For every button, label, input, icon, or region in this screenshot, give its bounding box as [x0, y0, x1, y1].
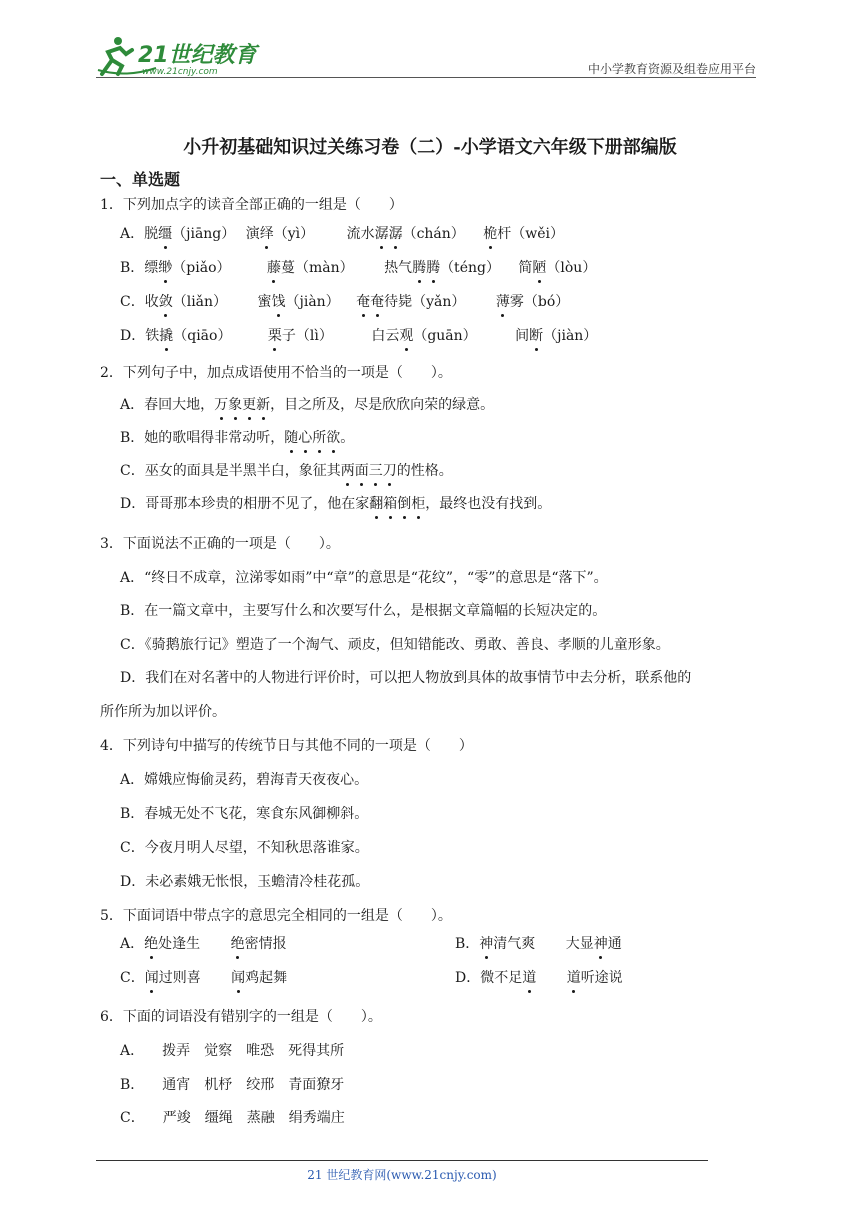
text: 流水 — [346, 226, 375, 242]
dotted-char: 更 — [242, 397, 257, 413]
dotted-char: 潺 — [374, 226, 389, 242]
dotted-idiom — [369, 496, 425, 512]
dotted-char: 绎 — [259, 226, 274, 242]
q1-option-a[interactable] — [120, 224, 564, 244]
dotted-char: 缈 — [158, 260, 173, 276]
q4-option-a[interactable]: A．嫦娥应悔偷灵药，碧海青天夜夜心。 — [120, 772, 369, 788]
text: 处逢生 — [158, 936, 201, 952]
option-label: A． — [120, 1043, 145, 1059]
pinyin: 杆（wěi） — [497, 226, 565, 242]
text: 拨弄 觉察 唯恐 死得其所 — [162, 1043, 345, 1059]
question-6-stem: 6．下面的词语没有错别字的一组是（ ）。 — [100, 1009, 382, 1025]
option-label: D． — [120, 328, 146, 344]
footer-link[interactable]: 21 世纪教育网(www.21cnjy.com) — [307, 1168, 497, 1182]
text: 密情报 — [244, 936, 287, 952]
page-title: 小升初基础知识过关练习卷（二）-小学语文六年级下册部编版 — [183, 137, 677, 158]
logo-text: 21世纪教育 — [138, 43, 257, 68]
dotted-char: 潺 — [388, 226, 403, 242]
q5-option-d[interactable] — [455, 968, 623, 988]
dotted-idiom — [214, 397, 270, 413]
text: 清气爽 — [493, 936, 536, 952]
dotted-char: 万 — [214, 397, 229, 413]
dotted-text — [214, 397, 270, 413]
q1-option-c[interactable] — [120, 292, 569, 312]
text: 鸡起舞 — [245, 970, 288, 986]
text: 收 — [144, 294, 159, 310]
platform-name: 中小学教育资源及组卷应用平台 — [587, 62, 756, 76]
text: 间 — [515, 328, 530, 344]
dotted-char: 道 — [566, 970, 581, 986]
q6-option-a[interactable] — [120, 1041, 344, 1061]
dotted-char: 刀 — [382, 463, 397, 479]
dotted-idiom — [284, 430, 340, 446]
dotted-char: 栗 — [267, 328, 282, 344]
q5-option-b[interactable] — [455, 934, 622, 954]
logo-url: www.21cnjy.com — [142, 67, 218, 77]
dotted-char: 倒 — [397, 496, 412, 512]
question-2-stem: 2．下列句子中，加点成语使用不恰当的一项是（ ）。 — [100, 365, 452, 381]
dotted-char: 两 — [340, 463, 355, 479]
pinyin: 雾（bó） — [509, 294, 570, 310]
option-label: A． — [120, 226, 145, 242]
dotted-char: 随 — [284, 430, 299, 446]
section-heading: 一、单选题 — [100, 170, 181, 189]
q3-option-b[interactable]: B．在一篇文章中，主要写什么和次要写什么，是根据文章篇幅的长短决定的。 — [120, 603, 607, 619]
text: 简 — [518, 260, 533, 276]
dotted-char: 翻 — [369, 496, 384, 512]
option-label: C． — [120, 970, 145, 986]
option-label: C． — [120, 1110, 145, 1126]
dotted-char: 缰 — [158, 226, 173, 242]
text: 严竣 缰绳 蒸融 绢秀端庄 — [162, 1110, 345, 1126]
q3-option-a[interactable]: A．“终日不成章，泣涕零如雨”中“章”的意思是“花纹”，“零”的意思是“落下”。 — [120, 570, 608, 586]
q2-option-c[interactable] — [120, 461, 453, 481]
text: C．巫女的面具是半黑半白，象征其 — [120, 463, 341, 479]
pinyin: （jiàn） — [543, 328, 598, 344]
text: 脱 — [144, 226, 159, 242]
option-label: B． — [120, 260, 145, 276]
dotted-char: 三 — [368, 463, 383, 479]
dotted-char — [356, 294, 384, 310]
dotted-char: 道 — [522, 970, 537, 986]
dotted-char: 腾 — [426, 260, 441, 276]
dotted-char: 箱 — [383, 496, 398, 512]
dotted-char: 撬 — [159, 328, 174, 344]
q2-option-a[interactable] — [120, 395, 494, 415]
page-header — [96, 34, 756, 80]
pinyin: （liǎn） — [172, 294, 228, 310]
q4-option-d[interactable]: D．未必素娥无怅恨，玉蟾清冷桂花孤。 — [120, 874, 370, 890]
text: 通宵 机杼 绞邢 青面獠牙 — [162, 1077, 345, 1093]
text: 白云 — [371, 328, 400, 344]
text: B．她的歌唱得非常动听， — [120, 430, 285, 446]
pinyin: （jiāng） — [172, 226, 236, 242]
question-5-stem: 5．下面词语中带点字的意思完全相同的一组是（ ）。 — [100, 908, 452, 924]
q1-option-b[interactable] — [120, 258, 596, 278]
text: A．春回大地， — [120, 397, 215, 413]
dotted-char: 桅 — [483, 226, 498, 242]
q2-option-d[interactable] — [120, 494, 551, 514]
dotted-char: 面 — [354, 463, 369, 479]
text: 的性格。 — [396, 463, 453, 479]
q3-option-c[interactable]: C．《骑鹅旅行记》塑造了一个淘气、顽皮，但知错能改、勇敢、善良、孝顺的儿童形象。 — [120, 637, 670, 653]
text: 缥 — [144, 260, 159, 276]
text: 。 — [340, 430, 355, 446]
text: ，目之所及，尽是欣欣向荣的绿意。 — [270, 397, 495, 413]
dotted-char: 绝 — [230, 936, 245, 952]
pinyin: （jiàn） — [285, 294, 340, 310]
dotted-char: 新 — [256, 397, 271, 413]
dotted-char: 心 — [298, 430, 313, 446]
dotted-char: 神 — [593, 936, 608, 952]
q6-option-b[interactable] — [120, 1075, 344, 1095]
q6-option-c[interactable] — [120, 1108, 345, 1128]
option-label: C． — [120, 294, 145, 310]
text: 演 — [245, 226, 260, 242]
dotted-char: 薄 — [495, 294, 510, 310]
pinyin: （piǎo） — [172, 260, 231, 276]
text: 蜜 — [257, 294, 272, 310]
footer-divider — [96, 1160, 708, 1161]
option-label: D． — [455, 970, 481, 986]
header-divider — [96, 77, 756, 78]
dotted-char: 柜 — [411, 496, 426, 512]
dotted-char: 陋 — [532, 260, 547, 276]
pinyin: 待毙（yǎn） — [384, 294, 466, 310]
dotted-char: 闻 — [231, 970, 246, 986]
text: 微不足 — [480, 970, 523, 986]
dotted-char — [412, 260, 440, 276]
pinyin: 蔓（màn） — [280, 260, 354, 276]
text: 过则喜 — [158, 970, 201, 986]
text: 热气 — [384, 260, 413, 276]
dotted-char: 奄 — [356, 294, 371, 310]
dotted-char: 奄 — [370, 294, 385, 310]
text: D．哥哥那本珍贵的相册不见了，他在家 — [120, 496, 370, 512]
question-1-stem: 1．下列加点字的读音全部正确的一组是（ ） — [100, 197, 403, 213]
question-4-stem: 4．下列诗句中描写的传统节日与其他不同的一项是（ ） — [100, 738, 473, 754]
option-label: B． — [120, 1077, 145, 1093]
dotted-char: 腾 — [412, 260, 427, 276]
text: 铁 — [145, 328, 160, 344]
q4-option-b[interactable]: B．春城无处不飞花，寒食东风御柳斜。 — [120, 806, 369, 822]
text: 大显 — [565, 936, 594, 952]
runner-icon — [96, 34, 266, 78]
dotted-char: 欲 — [326, 430, 341, 446]
question-3-stem: 3．下面说法不正确的一项是（ ）。 — [100, 536, 340, 552]
q1-option-d[interactable] — [120, 326, 597, 346]
pinyin: （lòu） — [546, 260, 597, 276]
dotted-char: 藤 — [266, 260, 281, 276]
dotted-char: 敛 — [158, 294, 173, 310]
logo — [96, 34, 266, 78]
q3-option-d-continued: 所作所为加以评价。 — [100, 704, 226, 720]
dotted-char: 象 — [228, 397, 243, 413]
pinyin: （téng） — [440, 260, 500, 276]
q5-option-a[interactable] — [120, 934, 287, 954]
dotted-idiom — [341, 463, 397, 479]
q4-option-c[interactable]: C．今夜月明人尽望，不知秋思落谁家。 — [120, 840, 369, 856]
dotted-char: 闻 — [144, 970, 159, 986]
dotted-char: 观 — [399, 328, 414, 344]
pinyin: （yì） — [273, 226, 315, 242]
option-label: A． — [120, 936, 145, 952]
dotted-char: 所 — [312, 430, 327, 446]
dotted-char — [375, 226, 403, 242]
option-label: B． — [455, 936, 480, 952]
q5-option-c[interactable] — [120, 968, 287, 988]
dotted-char: 神 — [479, 936, 494, 952]
text: ，最终也没有找到。 — [425, 496, 552, 512]
dotted-char: 饯 — [271, 294, 286, 310]
pinyin: （qiāo） — [173, 328, 232, 344]
q3-option-d[interactable]: D．我们在对名著中的人物进行评价时，可以把人物放到具体的故事情节中去分析，联系他的 — [120, 670, 692, 686]
dotted-char: 绝 — [144, 936, 159, 952]
pinyin: （lì） — [295, 328, 333, 344]
pinyin: （chán） — [402, 226, 465, 242]
text: 通 — [607, 936, 622, 952]
text: 子 — [281, 328, 296, 344]
text: 听途说 — [580, 970, 623, 986]
dotted-char: 断 — [529, 328, 544, 344]
q2-option-b[interactable] — [120, 428, 354, 448]
pinyin: （guān） — [413, 328, 477, 344]
